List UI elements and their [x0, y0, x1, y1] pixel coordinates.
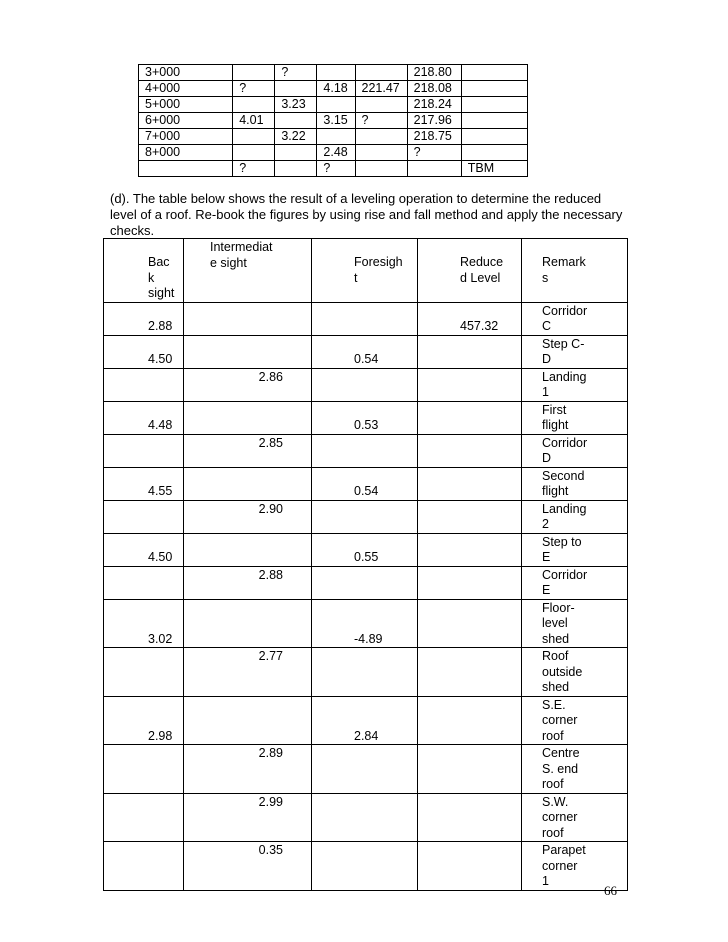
intermediate-sight-cell-text: 2.90	[258, 501, 283, 516]
table1-cell: 4+000	[139, 81, 233, 97]
table1-cell: 218.80	[407, 65, 461, 81]
table1-cell: 4.18	[317, 81, 355, 97]
table1-cell	[461, 81, 527, 97]
reduced-level-cell	[418, 648, 522, 697]
table2-row	[104, 745, 628, 794]
reduced-level-cell	[418, 302, 522, 335]
header-remarks: Remark s	[522, 239, 628, 303]
foresight-cell	[312, 302, 418, 335]
intermediate-sight-cell	[184, 467, 312, 500]
table1-cell	[355, 129, 407, 145]
foresight-cell	[312, 793, 418, 842]
intermediate-sight-cell	[184, 533, 312, 566]
table1-cell	[355, 161, 407, 177]
table1-cell: ?	[317, 161, 355, 177]
table2-row	[104, 302, 628, 335]
backsight-cell	[104, 599, 184, 648]
table1-cell	[317, 97, 355, 113]
table1-cell	[317, 129, 355, 145]
remarks-cell-text: Second flight	[542, 468, 585, 498]
remarks-cell-text: Corridor D	[542, 435, 588, 465]
foresight-cell	[312, 599, 418, 648]
table1-cell: 4.01	[233, 113, 275, 129]
table2-row	[104, 500, 628, 533]
remarks-cell-text: S.W. corner roof	[542, 794, 578, 840]
table1-cell	[355, 65, 407, 81]
backsight-cell	[104, 467, 184, 500]
remarks-cell-text: S.E. corner roof	[542, 697, 578, 743]
foresight-cell	[312, 842, 418, 891]
foresight-cell-text: 0.55	[354, 550, 379, 564]
intermediate-sight-cell	[184, 500, 312, 533]
intermediate-sight-cell-text: 0.35	[258, 843, 283, 857]
table2-row	[104, 434, 628, 467]
reduced-level-cell	[418, 599, 522, 648]
backsight-cell-text: 4.50	[148, 550, 173, 564]
table2-row	[104, 793, 628, 842]
table2-row	[104, 566, 628, 599]
backsight-cell	[104, 401, 184, 434]
backsight-cell	[104, 368, 184, 401]
intermediate-sight-cell-text: 2.77	[258, 649, 283, 663]
table1-cell	[461, 113, 527, 129]
backsight-cell	[104, 842, 184, 891]
remarks-cell	[522, 401, 628, 434]
header-backsight: Bac k sight	[104, 239, 184, 303]
backsight-cell	[104, 696, 184, 745]
table2-row	[104, 533, 628, 566]
remarks-cell-text: Corridor C	[542, 303, 588, 333]
table1-cell: 217.96	[407, 113, 461, 129]
header-intermediate-sight: Intermediat e sight	[184, 239, 312, 303]
intermediate-sight-cell	[184, 566, 312, 599]
intermediate-sight-cell	[184, 434, 312, 467]
remarks-cell-text: Parapet corner 1	[542, 843, 586, 888]
intermediate-sight-cell	[184, 648, 312, 697]
table1-row	[139, 161, 528, 177]
foresight-cell-text: -4.89	[354, 631, 383, 646]
table1-cell: 221.47	[355, 81, 407, 97]
reduced-level-cell	[418, 842, 522, 891]
table1-cell	[275, 145, 317, 161]
table1-row	[139, 97, 528, 113]
foresight-cell-text: 0.54	[354, 484, 379, 498]
table1-cell	[233, 145, 275, 161]
remarks-cell	[522, 302, 628, 335]
table1-row	[139, 129, 528, 145]
table2-row	[104, 696, 628, 745]
remarks-cell-text: Step C- D	[542, 336, 585, 366]
table1-row	[139, 65, 528, 81]
table1-cell: 8+000	[139, 145, 233, 161]
table1-cell	[275, 81, 317, 97]
reduced-level-cell	[418, 401, 522, 434]
intermediate-sight-cell-text: 2.85	[258, 435, 283, 450]
header-reduced-level: Reduce d Level	[418, 239, 522, 303]
table1-cell	[461, 65, 527, 81]
table1-cell	[461, 145, 527, 161]
intermediate-sight-cell	[184, 842, 312, 891]
table1-cell	[233, 129, 275, 145]
problem-statement: (d). The table below shows the result of a leveling operation to determine the reduced level of a roof. Re-book the figures by using rise and fall method and apply the necessary checks.	[110, 191, 623, 238]
table2-header-row	[104, 239, 628, 303]
header-foresight: Foresigh t	[312, 239, 418, 303]
table2-row	[104, 401, 628, 434]
foresight-cell	[312, 500, 418, 533]
intermediate-sight-cell	[184, 745, 312, 794]
intermediate-sight-cell	[184, 401, 312, 434]
intermediate-sight-cell-text: 2.89	[258, 746, 283, 760]
backsight-cell	[104, 335, 184, 368]
backsight-cell	[104, 745, 184, 794]
table1-cell: ?	[275, 65, 317, 81]
table1-cell: 6+000	[139, 113, 233, 129]
level-table-1	[138, 64, 528, 177]
table1-row	[139, 81, 528, 97]
backsight-cell	[104, 793, 184, 842]
foresight-cell	[312, 467, 418, 500]
remarks-cell	[522, 500, 628, 533]
foresight-cell	[312, 648, 418, 697]
backsight-cell-text: 2.98	[148, 728, 173, 743]
foresight-cell	[312, 745, 418, 794]
intermediate-sight-cell-text: 2.88	[258, 567, 283, 582]
table2-row	[104, 335, 628, 368]
intermediate-sight-cell	[184, 793, 312, 842]
backsight-cell-text: 4.48	[148, 418, 173, 432]
backsight-cell-text: 4.50	[148, 352, 173, 366]
table2-row	[104, 842, 628, 891]
reduced-level-cell	[418, 500, 522, 533]
table1-cell: ?	[407, 145, 461, 161]
table2-row	[104, 599, 628, 648]
backsight-cell-text: 2.88	[148, 319, 173, 333]
table1-cell	[317, 65, 355, 81]
table1-cell: TBM	[461, 161, 527, 177]
foresight-cell-text: 0.54	[354, 352, 379, 366]
table1-cell: 3.22	[275, 129, 317, 145]
remarks-cell	[522, 368, 628, 401]
intermediate-sight-cell-text: 2.86	[258, 369, 283, 384]
table2-row	[104, 467, 628, 500]
reduced-level-cell	[418, 696, 522, 745]
table1-cell: 3+000	[139, 65, 233, 81]
table1-cell: ?	[355, 113, 407, 129]
remarks-cell-text: Step to E	[542, 534, 582, 564]
remarks-cell	[522, 335, 628, 368]
table1-cell: 218.24	[407, 97, 461, 113]
reduced-level-cell	[418, 335, 522, 368]
remarks-cell-text: Centre S. end roof	[542, 746, 580, 791]
reduced-level-cell	[418, 793, 522, 842]
table1-cell: 5+000	[139, 97, 233, 113]
foresight-cell	[312, 696, 418, 745]
table1-cell: 2.48	[317, 145, 355, 161]
remarks-cell	[522, 745, 628, 794]
remarks-cell	[522, 793, 628, 842]
table2-row	[104, 368, 628, 401]
backsight-cell	[104, 533, 184, 566]
foresight-cell-text: 0.53	[354, 418, 379, 432]
table1-cell: ?	[233, 161, 275, 177]
table1-cell	[355, 145, 407, 161]
backsight-cell	[104, 302, 184, 335]
foresight-cell	[312, 434, 418, 467]
table1-row	[139, 113, 528, 129]
remarks-cell	[522, 648, 628, 697]
table1-cell: 218.08	[407, 81, 461, 97]
table1-cell: 3.23	[275, 97, 317, 113]
table1-cell: 7+000	[139, 129, 233, 145]
intermediate-sight-cell	[184, 599, 312, 648]
table2-row	[104, 648, 628, 697]
table1-cell	[461, 97, 527, 113]
backsight-cell	[104, 500, 184, 533]
reduced-level-cell	[418, 467, 522, 500]
table1-cell	[355, 97, 407, 113]
reduced-level-cell	[418, 533, 522, 566]
page-number: 66	[604, 883, 617, 898]
remarks-cell	[522, 696, 628, 745]
foresight-cell	[312, 368, 418, 401]
foresight-cell-text: 2.84	[354, 728, 379, 743]
table1-cell	[275, 161, 317, 177]
remarks-cell	[522, 533, 628, 566]
backsight-cell-text: 4.55	[148, 484, 173, 498]
remarks-cell-text: Corridor E	[542, 567, 588, 597]
level-table-2	[103, 238, 628, 891]
backsight-cell-text: 3.02	[148, 631, 173, 646]
intermediate-sight-cell	[184, 335, 312, 368]
table1-cell: 218.75	[407, 129, 461, 145]
table1-cell	[275, 113, 317, 129]
remarks-cell	[522, 434, 628, 467]
backsight-cell	[104, 434, 184, 467]
backsight-cell	[104, 648, 184, 697]
foresight-cell	[312, 566, 418, 599]
reduced-level-cell	[418, 434, 522, 467]
remarks-cell-text: Floor- level shed	[542, 600, 575, 646]
intermediate-sight-cell-text: 2.99	[258, 794, 283, 809]
reduced-level-cell	[418, 368, 522, 401]
table1-cell	[139, 161, 233, 177]
remarks-cell	[522, 566, 628, 599]
remarks-cell	[522, 599, 628, 648]
foresight-cell	[312, 401, 418, 434]
table1-cell: 3.15	[317, 113, 355, 129]
foresight-cell	[312, 533, 418, 566]
remarks-cell-text: First flight	[542, 402, 569, 432]
intermediate-sight-cell	[184, 302, 312, 335]
table1-cell: ?	[233, 81, 275, 97]
reduced-level-cell	[418, 745, 522, 794]
backsight-cell	[104, 566, 184, 599]
remarks-cell-text: Roof outside shed	[542, 649, 583, 694]
table1-cell	[233, 97, 275, 113]
reduced-level-cell-text: 457.32	[460, 319, 499, 333]
remarks-cell-text: Landing 2	[542, 501, 587, 531]
intermediate-sight-cell	[184, 696, 312, 745]
foresight-cell	[312, 335, 418, 368]
table1-row	[139, 145, 528, 161]
table1-cell	[233, 65, 275, 81]
table1-cell	[461, 129, 527, 145]
reduced-level-cell	[418, 566, 522, 599]
remarks-cell-text: Landing 1	[542, 369, 587, 399]
table1-cell	[407, 161, 461, 177]
remarks-cell	[522, 467, 628, 500]
intermediate-sight-cell	[184, 368, 312, 401]
